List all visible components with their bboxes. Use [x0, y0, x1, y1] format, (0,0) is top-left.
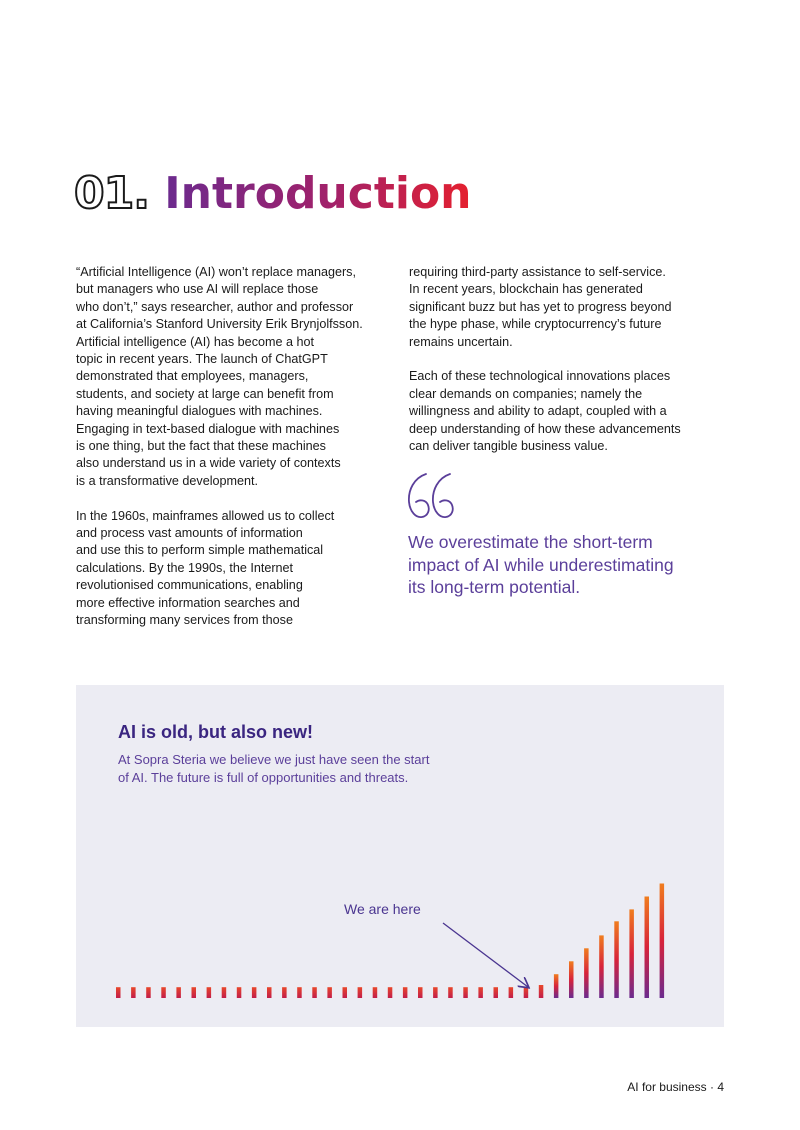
bar: [237, 987, 242, 998]
bar: [192, 987, 197, 998]
section-heading: [74, 166, 472, 222]
pull-quote: We overestimate the short-term impact of AI while underestimating its long-term potential.: [408, 532, 674, 597]
bar: [388, 987, 393, 998]
we-are-here-label: We are here: [344, 901, 421, 917]
bar: [176, 987, 181, 998]
bar: [116, 987, 121, 998]
bar: [463, 987, 468, 998]
panel-subtitle: At Sopra Steria we believe we just have seen the start of AI. The future is full of opportunities and threats.: [118, 752, 430, 785]
right-paragraph-2: Each of these technological innovations places clear demands on companies; namely the willingness and ability to adapt, coupled with a deep understanding of how these advancements can deliver tangible business value.: [409, 369, 681, 454]
bar: [448, 987, 453, 998]
bar: [645, 897, 650, 999]
bar: [433, 987, 438, 998]
bar-current: [524, 987, 529, 998]
bar: [343, 987, 348, 998]
bar: [252, 987, 257, 998]
bar: [539, 985, 544, 998]
bar: [267, 987, 272, 998]
section-number: 01.: [74, 168, 149, 219]
right-paragraph-1: requiring third-party assistance to self-service. In recent years, blockchain has generated significant buzz but has yet to progress beyond the hype phase, while cryptocurrency’s future remains uncertain.: [409, 265, 672, 349]
bar: [403, 987, 408, 998]
left-paragraph-2: In the 1960s, mainframes allowed us to collect and process vast amounts of information and use this to perform simple mathematical calculations. By the 1990s, the Internet revolutionised communications, enabling more effective information searches and transforming many services from those: [76, 508, 335, 628]
bar: [614, 921, 619, 998]
bar: [222, 987, 227, 998]
bar: [312, 987, 317, 998]
we-are-here-arrow: [443, 923, 528, 987]
bar: [569, 961, 574, 998]
ai-growth-chart: [76, 685, 724, 1027]
bar: [282, 987, 287, 998]
bar: [509, 987, 513, 998]
bar: [660, 884, 665, 999]
quote-marks-icon: [404, 468, 456, 524]
bar: [418, 987, 423, 998]
left-paragraph-1: “Artificial Intelligence (AI) won’t replace managers, but managers who use AI will replace those who don’t,” says researcher, author and professor at California’s Stanford University Erik Brynjolfsson. Artificial intelligence (AI) has become a hot topic in recent years. The launch of ChatGPT demonstrated that employees, managers, students, and society at large can benefit from having meaningful dialogues with machines. Engaging in text-based dialogue with machines is one thing, but the fact that these machines also understand us in a wide variety of contexts is a transformative development.: [76, 265, 363, 488]
left-column: [76, 264, 386, 630]
bar: [207, 987, 212, 998]
bar: [629, 909, 634, 998]
bar: [131, 987, 136, 998]
bar: [358, 987, 363, 998]
bar: [297, 987, 302, 998]
bar: [478, 987, 483, 998]
right-column: [409, 264, 719, 455]
bar: [599, 935, 604, 998]
ai-timeline-panel: [76, 685, 724, 1027]
bar: [494, 987, 499, 998]
bar: [554, 974, 559, 998]
section-title: Introduction: [164, 168, 472, 219]
bar: [373, 987, 378, 998]
bar: [161, 987, 166, 998]
bar: [584, 948, 589, 998]
bar: [146, 987, 151, 998]
panel-title: AI is old, but also new!: [118, 722, 314, 742]
bar: [327, 987, 332, 998]
page-footer: AI for business · 4: [627, 1080, 724, 1094]
